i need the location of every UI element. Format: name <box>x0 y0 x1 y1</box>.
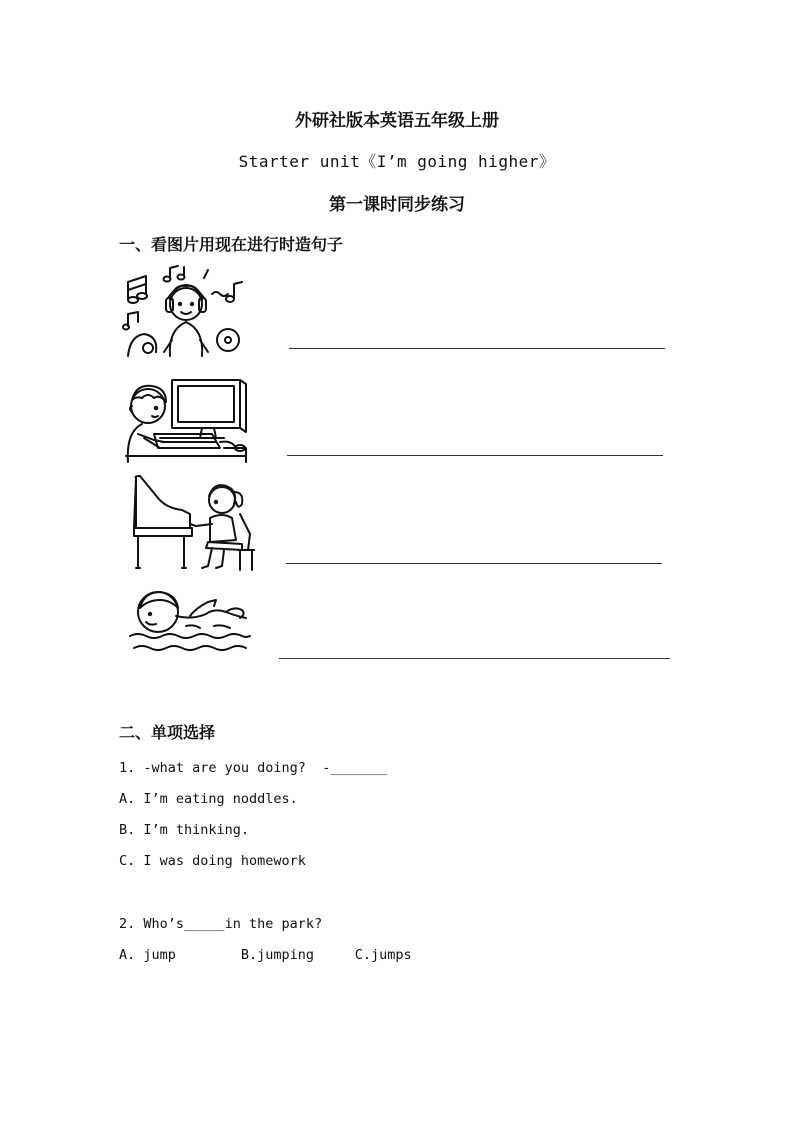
question-1-stem: 1. -what are you doing? -_______ <box>119 760 388 776</box>
answer-line-1[interactable] <box>289 348 665 349</box>
question-1-option-c[interactable]: C. I was doing homework <box>119 853 306 869</box>
answer-line-2[interactable] <box>287 455 663 456</box>
unit-subtitle: Starter unit《I’m going higher》 <box>238 152 556 171</box>
lesson-title: 第一课时同步练习 <box>329 195 465 215</box>
question-1-option-a[interactable]: A. I’m eating noddles. <box>119 791 298 807</box>
question-2-stem: 2. Who’s_____in the park? <box>119 916 323 932</box>
computer-user-icon <box>124 376 250 462</box>
piano-player-icon <box>130 474 258 572</box>
section2-heading: 二、单项选择 <box>119 723 216 742</box>
swimmer-icon <box>130 586 252 656</box>
answer-line-4[interactable] <box>279 658 670 659</box>
document-title: 外研社版本英语五年级上册 <box>295 111 499 131</box>
question-2-options[interactable]: A. jump B.jumping C.jumps <box>119 947 412 963</box>
question-1-option-b[interactable]: B. I’m thinking. <box>119 822 250 838</box>
section1-heading: 一、看图片用现在进行时造句子 <box>119 235 344 254</box>
answer-line-3[interactable] <box>286 563 662 564</box>
listening-music-icon <box>124 264 248 356</box>
